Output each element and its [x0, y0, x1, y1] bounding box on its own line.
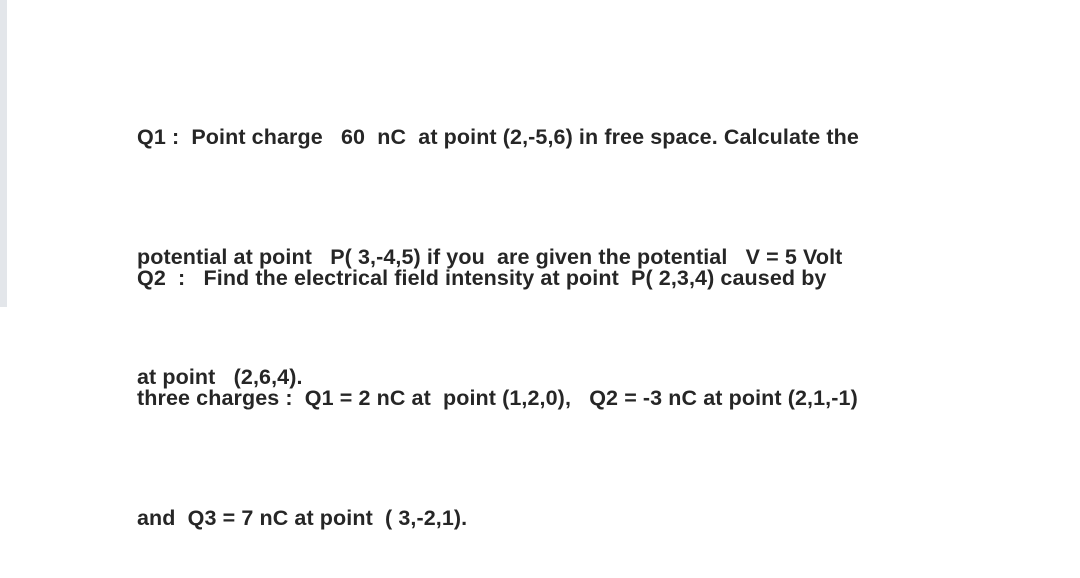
question-1-line-1: Q1 : Point charge 60 nC at point (2,-5,6) in free space. Calculate the	[137, 125, 859, 149]
question-2	[137, 178, 858, 578]
question-2-line-3: and Q3 = 7 nC at point ( 3,-2,1).	[137, 506, 468, 530]
question-1-line-2: potential at point P( 3,-4,5) if you are given the potential V = 5 Volt	[137, 245, 843, 269]
question-1-line-3: at point (2,6,4).	[137, 365, 303, 389]
page-left-edge	[0, 0, 7, 307]
question-2-line-2: three charges : Q1 = 2 nC at point (1,2,0), Q2 = -3 nC at point (2,1,-1)	[137, 386, 858, 410]
question-2-line-1: Q2 : Find the electrical field intensity at point P( 2,3,4) caused by	[137, 266, 827, 290]
